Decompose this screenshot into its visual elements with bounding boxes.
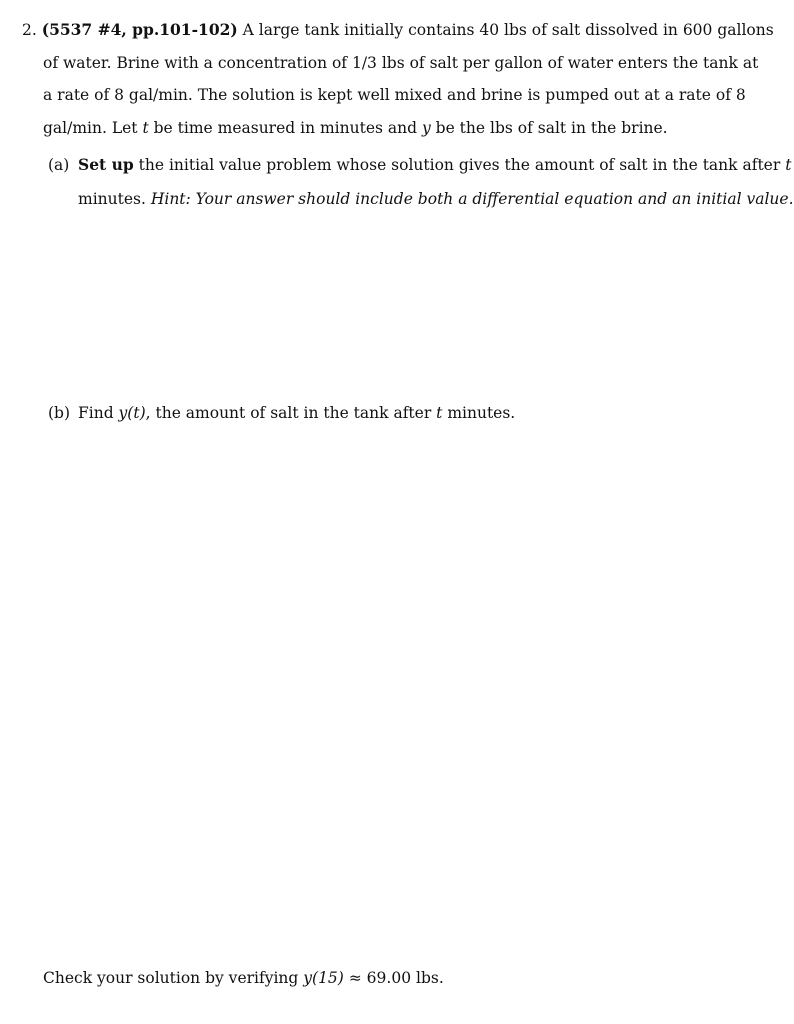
part-b-mid: , the amount of salt in the tank after bbox=[145, 404, 437, 422]
part-a-text-2: minutes. bbox=[78, 190, 151, 208]
part-b-variable-t: t bbox=[436, 404, 443, 422]
part-a-line-1 bbox=[48, 148, 792, 182]
part-a-bold-lead: Set up bbox=[78, 155, 134, 174]
check-solution-note bbox=[43, 962, 444, 994]
part-a-line-2 bbox=[48, 182, 794, 216]
variable-t: t bbox=[142, 118, 149, 137]
part-b-label: (b) bbox=[48, 404, 71, 422]
problem-text-4b: be time measured in minutes and bbox=[148, 118, 422, 137]
problem-statement bbox=[22, 14, 774, 144]
problem-text-4a: gal/min. Let bbox=[43, 118, 143, 137]
problem-line-2: of water. Brine with a concentration of 1/3 lbs of salt per gallon of water enters the tank at bbox=[43, 53, 759, 72]
part-a-text: the initial value problem whose solution gives the amount of salt in the tank after bbox=[133, 156, 786, 174]
part-a-variable-t: t bbox=[785, 156, 792, 174]
part-a bbox=[48, 148, 794, 216]
check-post: ≈ 69.00 lbs. bbox=[343, 969, 444, 987]
problem-number: 2. bbox=[22, 21, 37, 39]
problem-line-4 bbox=[22, 112, 722, 145]
part-b bbox=[48, 396, 714, 430]
part-a-hint: Hint: Your answer should include both a differential equation and an initial value. bbox=[150, 190, 794, 208]
problem-text-4c: be the lbs of salt in the brine. bbox=[430, 118, 668, 137]
problem-text-1: A large tank initially contains 40 lbs of salt dissolved in 600 gallons bbox=[242, 21, 774, 39]
part-b-line bbox=[48, 396, 714, 430]
check-pre: Check your solution by verifying bbox=[43, 969, 304, 987]
check-expression: y(15) bbox=[303, 969, 344, 987]
part-b-post: minutes. bbox=[442, 404, 516, 422]
part-b-pre: Find bbox=[78, 404, 119, 422]
problem-reference: (5537 #4, pp.101-102) bbox=[41, 20, 238, 39]
problem-line-3: a rate of 8 gal/min. The solution is kept well mixed and brine is pumped out at a rate of 8 bbox=[43, 86, 746, 104]
variable-y: y bbox=[421, 118, 431, 137]
part-b-function: y(t) bbox=[118, 404, 146, 422]
problem-line-1 bbox=[22, 14, 774, 47]
part-a-label: (a) bbox=[48, 156, 70, 174]
